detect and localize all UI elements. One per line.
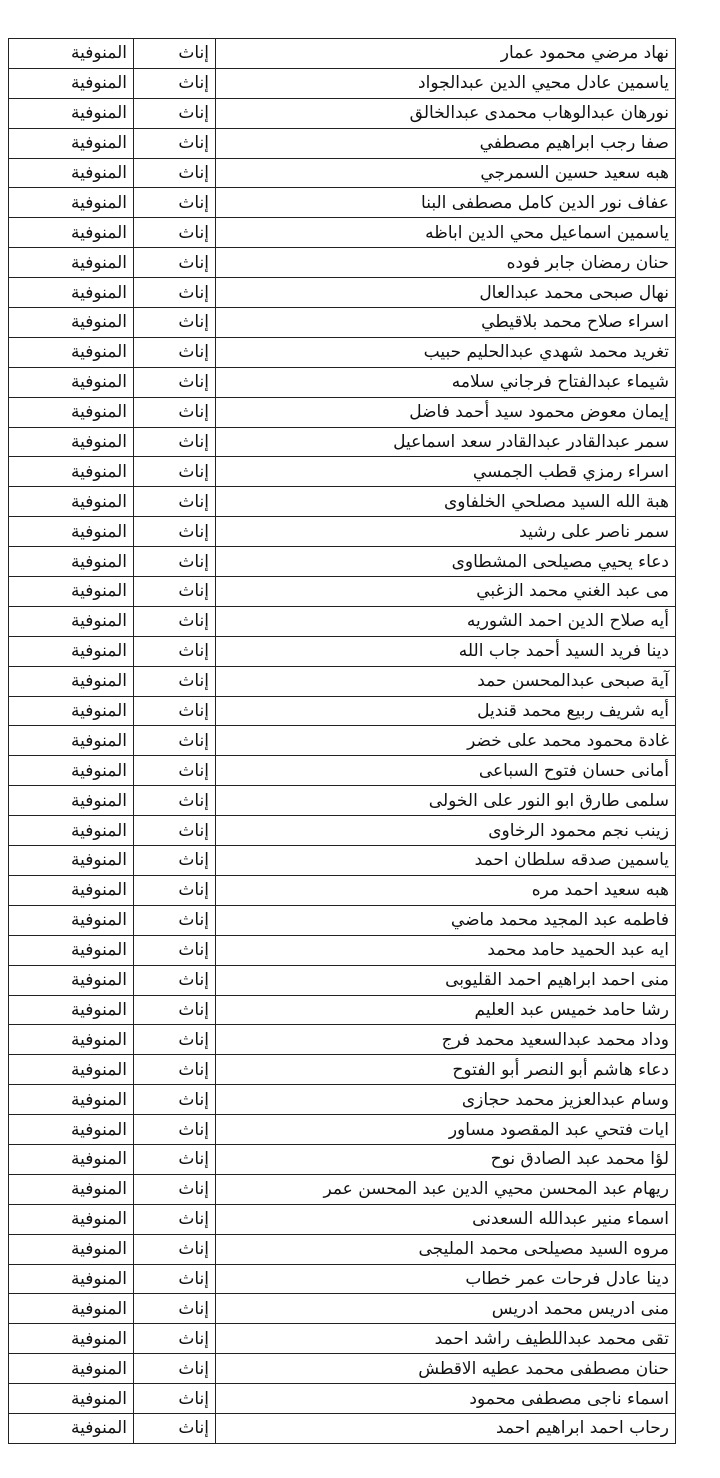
gender-cell: إناث — [134, 816, 216, 846]
table-row — [9, 1144, 676, 1174]
table-row — [9, 128, 676, 158]
gender-cell: إناث — [134, 636, 216, 666]
gender-cell: إناث — [134, 98, 216, 128]
name-cell: دينا عادل فرحات عمر خطاب — [216, 1264, 676, 1294]
table-row — [9, 427, 676, 457]
governorate-cell: المنوفية — [9, 1085, 134, 1115]
table-row — [9, 577, 676, 607]
table-row — [9, 1085, 676, 1115]
name-cell: مروه السيد مصيلحى محمد المليجى — [216, 1234, 676, 1264]
gender-cell: إناث — [134, 188, 216, 218]
governorate-cell: المنوفية — [9, 397, 134, 427]
governorate-cell: المنوفية — [9, 517, 134, 547]
table-row — [9, 875, 676, 905]
table-row — [9, 1294, 676, 1324]
table-row — [9, 636, 676, 666]
name-cell: سمر ناصر على رشيد — [216, 517, 676, 547]
gender-cell: إناث — [134, 367, 216, 397]
governorate-cell: المنوفية — [9, 158, 134, 188]
governorate-cell: المنوفية — [9, 1204, 134, 1234]
gender-cell: إناث — [134, 308, 216, 338]
gender-cell: إناث — [134, 786, 216, 816]
name-cell: رشا حامد خميس عبد العليم — [216, 995, 676, 1025]
governorate-cell: المنوفية — [9, 636, 134, 666]
gender-cell: إناث — [134, 1055, 216, 1085]
gender-cell: إناث — [134, 1384, 216, 1414]
table-row — [9, 218, 676, 248]
table-row — [9, 696, 676, 726]
gender-cell: إناث — [134, 457, 216, 487]
table-row — [9, 517, 676, 547]
table-row — [9, 1174, 676, 1204]
name-cell: ريهام عبد المحسن محيي الدين عبد المحسن عمر — [216, 1174, 676, 1204]
table-row — [9, 1234, 676, 1264]
table-row — [9, 1025, 676, 1055]
name-cell: ياسمين اسماعيل محي الدين اباظه — [216, 218, 676, 248]
table-row — [9, 1324, 676, 1354]
name-cell: زينب نجم محمود الرخاوى — [216, 816, 676, 846]
name-cell: ياسمين صدقه سلطان احمد — [216, 846, 676, 876]
gender-cell: إناث — [134, 1234, 216, 1264]
governorate-cell: المنوفية — [9, 1294, 134, 1324]
governorate-cell: المنوفية — [9, 1115, 134, 1145]
name-cell: هبه سعيد حسين السمرجي — [216, 158, 676, 188]
gender-cell: إناث — [134, 39, 216, 69]
governorate-cell: المنوفية — [9, 905, 134, 935]
governorate-cell: المنوفية — [9, 666, 134, 696]
governorate-cell: المنوفية — [9, 218, 134, 248]
name-cell: تقى محمد عبداللطيف راشد احمد — [216, 1324, 676, 1354]
gender-cell: إناث — [134, 1174, 216, 1204]
governorate-cell: المنوفية — [9, 846, 134, 876]
name-cell: دعاء يحيي مصيلحى المشطاوى — [216, 547, 676, 577]
name-cell: أمانى حسان فتوح السباعى — [216, 756, 676, 786]
name-cell: لؤا محمد عبد الصادق نوح — [216, 1144, 676, 1174]
gender-cell: إناث — [134, 1115, 216, 1145]
governorate-cell: المنوفية — [9, 577, 134, 607]
name-cell: آية صبحى عبدالمحسن حمد — [216, 666, 676, 696]
name-cell: نهال صبحى محمد عبدالعال — [216, 278, 676, 308]
governorate-cell: المنوفية — [9, 726, 134, 756]
name-cell: عفاف نور الدين كامل مصطفى البنا — [216, 188, 676, 218]
name-cell: اسراء صلاح محمد بلاقيطي — [216, 308, 676, 338]
name-cell: مى عبد الغني محمد الزغبي — [216, 577, 676, 607]
governorate-cell: المنوفية — [9, 1264, 134, 1294]
gender-cell: إناث — [134, 1264, 216, 1294]
gender-cell: إناث — [134, 935, 216, 965]
name-cell: ياسمين عادل محيي الدين عبدالجواد — [216, 68, 676, 98]
gender-cell: إناث — [134, 1144, 216, 1174]
governorate-cell: المنوفية — [9, 278, 134, 308]
gender-cell: إناث — [134, 666, 216, 696]
table-row — [9, 188, 676, 218]
table-row — [9, 1204, 676, 1234]
table-row — [9, 39, 676, 69]
name-cell: إيمان معوض محمود سيد أحمد فاضل — [216, 397, 676, 427]
table-row — [9, 1413, 676, 1443]
name-cell: اسراء رمزي قطب الجمسي — [216, 457, 676, 487]
name-cell: حنان مصطفى محمد عطيه الاقطش — [216, 1354, 676, 1384]
table-row — [9, 816, 676, 846]
table-row — [9, 278, 676, 308]
table-row — [9, 666, 676, 696]
table-row — [9, 995, 676, 1025]
names-table — [8, 38, 676, 1444]
table-row — [9, 606, 676, 636]
governorate-cell: المنوفية — [9, 457, 134, 487]
table-row — [9, 1264, 676, 1294]
table-row — [9, 457, 676, 487]
name-cell: سمر عبدالقادر عبدالقادر سعد اسماعيل — [216, 427, 676, 457]
name-cell: سلمى طارق ابو النور على الخولى — [216, 786, 676, 816]
gender-cell: إناث — [134, 517, 216, 547]
gender-cell: إناث — [134, 248, 216, 278]
name-cell: هبه سعيد احمد مره — [216, 875, 676, 905]
governorate-cell: المنوفية — [9, 1055, 134, 1085]
table-row — [9, 308, 676, 338]
name-cell: دعاء هاشم أبو النصر أبو الفتوح — [216, 1055, 676, 1085]
gender-cell: إناث — [134, 696, 216, 726]
gender-cell: إناث — [134, 397, 216, 427]
governorate-cell: المنوفية — [9, 188, 134, 218]
name-cell: فاطمه عبد المجيد محمد ماضي — [216, 905, 676, 935]
governorate-cell: المنوفية — [9, 1174, 134, 1204]
name-cell: اسماء ناجى مصطفى محمود — [216, 1384, 676, 1414]
name-cell: نورهان عبدالوهاب محمدى عبدالخالق — [216, 98, 676, 128]
gender-cell: إناث — [134, 1354, 216, 1384]
governorate-cell: المنوفية — [9, 547, 134, 577]
name-cell: منى احمد ابراهيم احمد القليوبى — [216, 965, 676, 995]
table-row — [9, 68, 676, 98]
gender-cell: إناث — [134, 1413, 216, 1443]
name-cell: صفا رجب ابراهيم مصطفي — [216, 128, 676, 158]
gender-cell: إناث — [134, 1025, 216, 1055]
governorate-cell: المنوفية — [9, 308, 134, 338]
name-cell: وسام عبدالعزيز محمد حجازى — [216, 1085, 676, 1115]
governorate-cell: المنوفية — [9, 68, 134, 98]
gender-cell: إناث — [134, 606, 216, 636]
name-cell: دينا فريد السيد أحمد جاب الله — [216, 636, 676, 666]
gender-cell: إناث — [134, 278, 216, 308]
gender-cell: إناث — [134, 218, 216, 248]
governorate-cell: المنوفية — [9, 128, 134, 158]
governorate-cell: المنوفية — [9, 1025, 134, 1055]
governorate-cell: المنوفية — [9, 965, 134, 995]
table-row — [9, 1055, 676, 1085]
gender-cell: إناث — [134, 846, 216, 876]
name-cell: هبة الله السيد مصلحي الخلفاوى — [216, 487, 676, 517]
gender-cell: إناث — [134, 756, 216, 786]
name-cell: حنان رمضان جابر فوده — [216, 248, 676, 278]
table-body — [9, 39, 676, 1444]
governorate-cell: المنوفية — [9, 786, 134, 816]
gender-cell: إناث — [134, 1324, 216, 1354]
governorate-cell: المنوفية — [9, 1354, 134, 1384]
governorate-cell: المنوفية — [9, 487, 134, 517]
name-cell: أيه شريف ربيع محمد قنديل — [216, 696, 676, 726]
name-cell: نهاد مرضي محمود عمار — [216, 39, 676, 69]
table-row — [9, 1354, 676, 1384]
name-cell: منى ادريس محمد ادريس — [216, 1294, 676, 1324]
table-row — [9, 935, 676, 965]
gender-cell: إناث — [134, 965, 216, 995]
governorate-cell: المنوفية — [9, 1413, 134, 1443]
governorate-cell: المنوفية — [9, 875, 134, 905]
gender-cell: إناث — [134, 547, 216, 577]
name-cell: أيه صلاح الدين احمد الشوريه — [216, 606, 676, 636]
name-cell: رحاب احمد ابراهيم احمد — [216, 1413, 676, 1443]
name-cell: وداد محمد عبدالسعيد محمد فرج — [216, 1025, 676, 1055]
governorate-cell: المنوفية — [9, 1234, 134, 1264]
governorate-cell: المنوفية — [9, 995, 134, 1025]
gender-cell: إناث — [134, 1085, 216, 1115]
table-row — [9, 98, 676, 128]
table-row — [9, 1115, 676, 1145]
table-row — [9, 1384, 676, 1414]
governorate-cell: المنوفية — [9, 935, 134, 965]
governorate-cell: المنوفية — [9, 606, 134, 636]
name-cell: شيماء عبدالفتاح فرجاني سلامه — [216, 367, 676, 397]
name-cell: اسماء منير عبدالله السعدنى — [216, 1204, 676, 1234]
name-cell: غادة محمود محمد على خضر — [216, 726, 676, 756]
gender-cell: إناث — [134, 875, 216, 905]
governorate-cell: المنوفية — [9, 696, 134, 726]
governorate-cell: المنوفية — [9, 816, 134, 846]
name-cell: تغريد محمد شهدي عبدالحليم حبيب — [216, 337, 676, 367]
governorate-cell: المنوفية — [9, 1144, 134, 1174]
governorate-cell: المنوفية — [9, 367, 134, 397]
table-row — [9, 726, 676, 756]
table-row — [9, 786, 676, 816]
table-row — [9, 337, 676, 367]
name-cell: ايات فتحي عبد المقصود مساور — [216, 1115, 676, 1145]
table-row — [9, 158, 676, 188]
table-row — [9, 367, 676, 397]
governorate-cell: المنوفية — [9, 1324, 134, 1354]
table-row — [9, 965, 676, 995]
governorate-cell: المنوفية — [9, 756, 134, 786]
gender-cell: إناث — [134, 68, 216, 98]
table-row — [9, 905, 676, 935]
table-row — [9, 547, 676, 577]
gender-cell: إناث — [134, 905, 216, 935]
governorate-cell: المنوفية — [9, 1384, 134, 1414]
governorate-cell: المنوفية — [9, 39, 134, 69]
gender-cell: إناث — [134, 158, 216, 188]
gender-cell: إناث — [134, 337, 216, 367]
gender-cell: إناث — [134, 577, 216, 607]
table-row — [9, 756, 676, 786]
table-row — [9, 248, 676, 278]
table-row — [9, 397, 676, 427]
table-row — [9, 846, 676, 876]
governorate-cell: المنوفية — [9, 337, 134, 367]
governorate-cell: المنوفية — [9, 427, 134, 457]
gender-cell: إناث — [134, 427, 216, 457]
gender-cell: إناث — [134, 1204, 216, 1234]
governorate-cell: المنوفية — [9, 98, 134, 128]
gender-cell: إناث — [134, 1294, 216, 1324]
gender-cell: إناث — [134, 995, 216, 1025]
name-cell: ايه عبد الحميد حامد محمد — [216, 935, 676, 965]
governorate-cell: المنوفية — [9, 248, 134, 278]
gender-cell: إناث — [134, 726, 216, 756]
gender-cell: إناث — [134, 487, 216, 517]
table-row — [9, 487, 676, 517]
gender-cell: إناث — [134, 128, 216, 158]
